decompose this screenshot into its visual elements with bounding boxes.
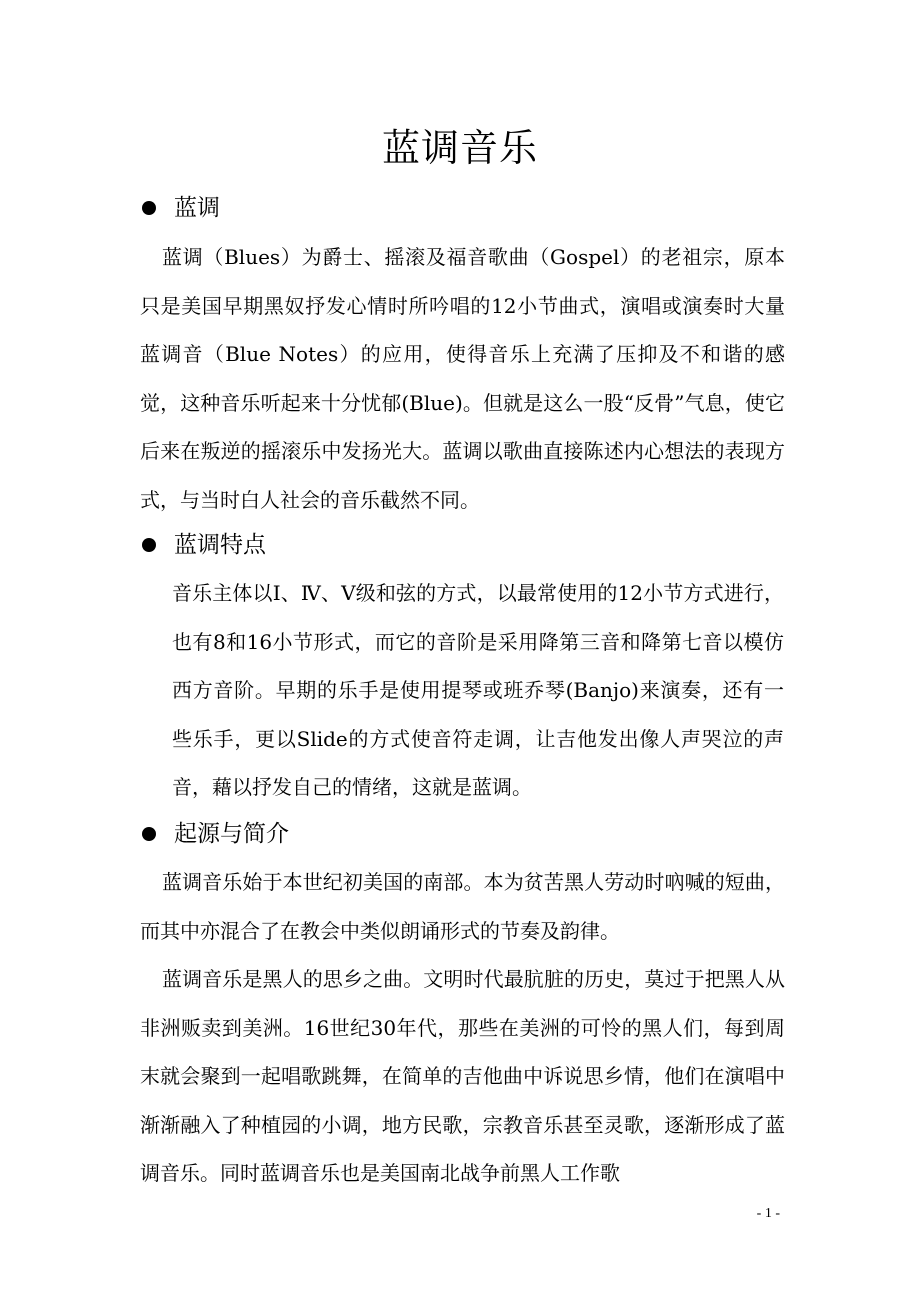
bullet-icon	[142, 538, 156, 552]
bullet-icon	[142, 827, 156, 841]
section-heading-features	[140, 528, 266, 562]
bullet-icon	[142, 201, 156, 215]
section-heading-origin	[140, 817, 289, 851]
paragraph-origin-2: 蓝调音乐是黑人的思乡之曲。文明时代最肮脏的历史，莫过于把黑人从非洲贩卖到美洲。16世纪30年代，那些在美洲的可怜的黑人们，每到周末就会聚到一起唱歌跳舞，在简单的吉他曲中诉说思乡情，他们在演唱中渐渐融入了种植园的小调，地方民歌，宗教音乐甚至灵歌，逐渐形成了蓝调音乐。同时蓝调音乐也是美国南北战争前黑人工作歌	[140, 967, 785, 1185]
section-heading-label: 起源与简介	[174, 821, 289, 847]
page-number: - 1 -	[756, 1206, 780, 1221]
page-title: 蓝调音乐	[381, 126, 538, 170]
section-heading-blues	[140, 191, 220, 225]
paragraph-origin-1: 蓝调音乐始于本世纪初美国的南部。本为贫苦黑人劳动时吶喊的短曲，而其中亦混合了在教会中类似朗诵形式的节奏及韵律。	[140, 870, 785, 943]
section-heading-label: 蓝调	[174, 195, 220, 221]
paragraph-blues-features: 音乐主体以Ⅰ、Ⅳ、Ⅴ级和弦的方式，以最常使用的12小节方式进行，也有8和16小节形式，而它的音阶是采用降第三音和降第七音以模仿西方音阶。早期的乐手是使用提琴或班乔琴(Banjo)来演奏，还有一些乐手，更以Slide的方式使音符走调，让吉他发出像人声哭泣的声音，藉以抒发自己的情绪，这就是蓝调。	[172, 581, 784, 799]
paragraph-blues-intro: 蓝调（Blues）为爵士、摇滚及福音歌曲（Gospel）的老祖宗，原本只是美国早期黑奴抒发心情时所吟唱的12小节曲式，演唱或演奏时大量蓝调音（Blue Notes）的应用，使得音乐上充满了压抑及不和谐的感觉，这种音乐听起来十分忧郁(Blue)。但就是这么一股“反骨”气息，使它后来在叛逆的摇滚乐中发扬光大。蓝调以歌曲直接陈述内心想法的表现方式，与当时白人社会的音乐截然不同。	[140, 245, 785, 512]
section-heading-label: 蓝调特点	[174, 532, 266, 558]
